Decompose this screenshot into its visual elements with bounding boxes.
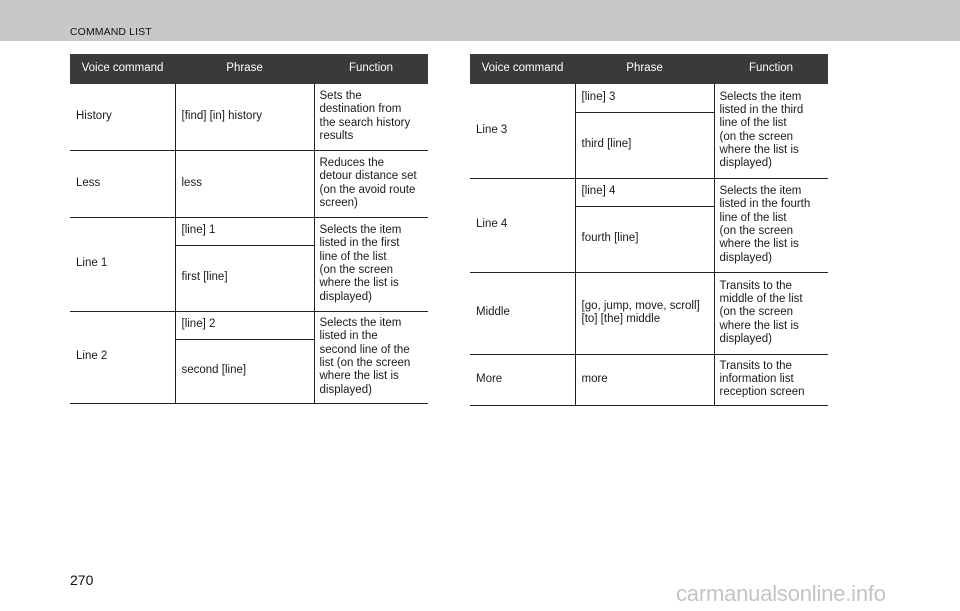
- voice-command-cell: Middle: [470, 272, 575, 354]
- phrase-cell: first [line]: [175, 245, 314, 311]
- function-cell: Transits to the information list reception screen: [714, 354, 828, 405]
- phrase-cell: [find] [in] history: [175, 84, 314, 150]
- command-table-right: [470, 54, 828, 406]
- function-cell: Transits to the middle of the list (on the screen where the list is displayed): [714, 272, 828, 354]
- table-row-line-1: [70, 217, 428, 245]
- phrase-cell: [go, jump, move, scroll] [to] [the] middle: [575, 272, 714, 354]
- table-row-line-4: [470, 178, 828, 206]
- phrase-cell: third [line]: [575, 112, 714, 178]
- phrase-cell: less: [175, 150, 314, 217]
- column-header-voice-command: Voice command: [70, 54, 175, 84]
- voice-command-cell: History: [70, 84, 175, 150]
- phrase-cell: more: [575, 354, 714, 405]
- table-row-history: [70, 84, 428, 150]
- phrase-cell: [line] 1: [175, 217, 314, 245]
- table-row-line-2: [70, 311, 428, 339]
- phrase-cell: [line] 3: [575, 84, 714, 112]
- function-cell: Selects the item listed in the second line of the list (on the screen where the list is displayed): [314, 311, 428, 403]
- function-cell: Selects the item listed in the first line of the list (on the screen where the list is displayed): [314, 217, 428, 311]
- voice-command-cell: Less: [70, 150, 175, 217]
- table-row-middle: [470, 272, 828, 354]
- voice-command-cell: Line 1: [70, 217, 175, 311]
- table-row-more: [470, 354, 828, 405]
- voice-command-cell: Line 3: [470, 84, 575, 178]
- column-header-function: Function: [314, 54, 428, 84]
- phrase-cell: fourth [line]: [575, 206, 714, 272]
- function-cell: Selects the item listed in the fourth line of the list (on the screen where the list is displayed): [714, 178, 828, 272]
- table-row-less: [70, 150, 428, 217]
- table-row-line-3: [470, 84, 828, 112]
- function-cell: Sets the destination from the search history results: [314, 84, 428, 150]
- table-header-row: [470, 54, 828, 84]
- page-section-title: COMMAND LIST: [70, 26, 152, 38]
- phrase-cell: second [line]: [175, 339, 314, 403]
- voice-command-cell: More: [470, 354, 575, 405]
- voice-command-cell: Line 2: [70, 311, 175, 403]
- phrase-cell: [line] 2: [175, 311, 314, 339]
- column-header-voice-command: Voice command: [470, 54, 575, 84]
- command-table-left: [70, 54, 428, 404]
- phrase-cell: [line] 4: [575, 178, 714, 206]
- column-header-phrase: Phrase: [575, 54, 714, 84]
- function-cell: Reduces the detour distance set (on the avoid route screen): [314, 150, 428, 217]
- table-header-row: [70, 54, 428, 84]
- column-header-phrase: Phrase: [175, 54, 314, 84]
- voice-command-cell: Line 4: [470, 178, 575, 272]
- page-number: 270: [70, 572, 94, 588]
- watermark-text: carmanualsonline.info: [676, 581, 886, 606]
- column-header-function: Function: [714, 54, 828, 84]
- function-cell: Selects the item listed in the third line of the list (on the screen where the list is displayed): [714, 84, 828, 178]
